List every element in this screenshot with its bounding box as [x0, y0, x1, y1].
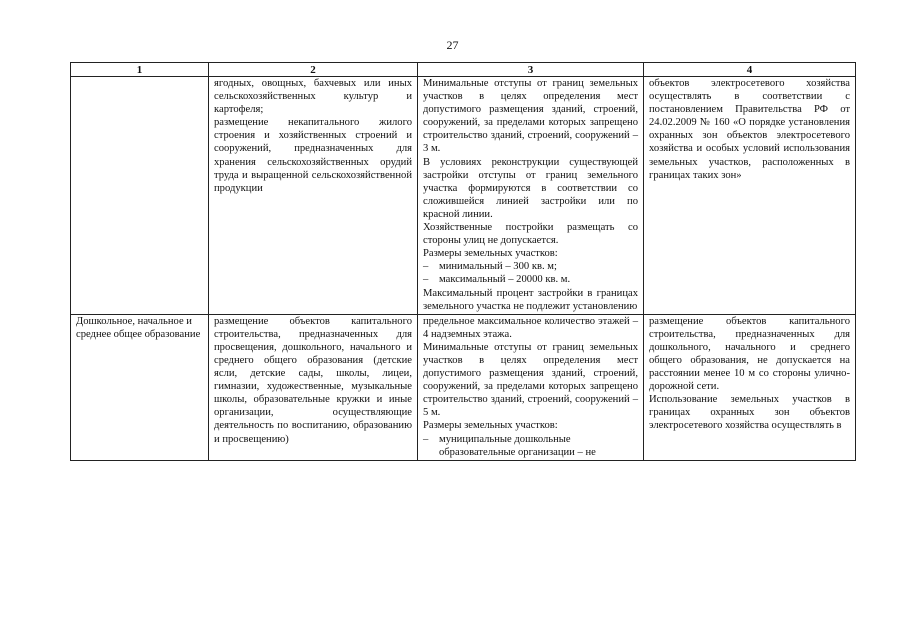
row1-parameters [418, 77, 644, 315]
row1-description-text-2: размещение некапитального жилого строения и хозяйственных строений и сооружений, предназначенных для хранения сельскохозяйственных орудий труда и выращенной сельскохозяйственной продукции [214, 117, 412, 194]
row2-floors: предельное максимальное количество этажей – 4 надземных этажа. [423, 315, 638, 340]
row1-use-type [71, 77, 209, 315]
column-header-3: 3 [418, 63, 644, 77]
row1-plot-sizes-label: Размеры земельных участков: [423, 248, 558, 260]
row2-plot-size-preschool: – муниципальные дошкольные образовательные организации – не [423, 433, 596, 458]
row2-description: размещение объектов капитального строительства, предназначенных для просвещения, дошкольного, начального и среднего общего образования (детские ясли, детские сады, школы, лицеи, гимназии, художественные, музыкальные школы, образовательные кружки и иные организации, осуществляющие деятельность по воспитанию, образованию и просвещению) [209, 314, 418, 460]
row2-plot-size-preschool-text: муниципальные дошкольные образовательные организации – не [439, 433, 596, 458]
row2-use-type: Дошкольное, начальное и среднее общее образование [71, 314, 209, 460]
row1-plot-size-min: – минимальный – 300 кв. м; [423, 261, 557, 273]
row1-description-text-1: ягодных, овощных, бахчевых или иных сельскохозяйственных культур и картофеля; [214, 78, 412, 116]
row1-plot-size-max-text: максимальный – 20000 кв. м. [439, 274, 571, 286]
row1-outbuildings: Хозяйственные постройки размещать со стороны улиц не допускается. [423, 222, 638, 247]
table-row [71, 314, 856, 460]
row2-restriction-distance: размещение объектов капитального строительства, предназначенных для дошкольного, начального и среднего общего образования, не допускается на расстоянии менее 10 м со стороны улично-дорожной сети. [649, 315, 850, 393]
row1-coverage: Максимальный процент застройки в границах земельного участка не подлежит установлению [423, 287, 638, 312]
table-row [71, 77, 856, 315]
row1-restrictions: объектов электросетевого хозяйства осуществлять в соответствии с постановлением Правительства РФ от 24.02.2009 № 160 «О порядке установления охранных зон объектов электросетевого хозяйства и особых условий использования земельных участков, расположенных в границах таких зон» [644, 77, 856, 315]
row1-description [209, 77, 418, 315]
row1-plot-size-max: – максимальный – 20000 кв. м. [423, 274, 571, 286]
column-header-2: 2 [209, 63, 418, 77]
row1-reconstruction: В условиях реконструкции существующей застройки отступы от границ земельного участка формируются в соответствии со сложившейся линией застройки или по красной линии. [423, 156, 638, 220]
row2-restrictions [644, 314, 856, 460]
row1-setbacks: Минимальные отступы от границ земельных участков в целях определения мест допустимого размещения зданий, строений, сооружений, за пределами которых запрещено строительство зданий, строений, сооружений – 3 м. [423, 78, 638, 155]
row2-parameters [418, 314, 644, 460]
row2-setbacks: Минимальные отступы от границ земельных участков в целях определения мест допустимого размещения зданий, строений, сооружений, за пределами которых запрещено строительство зданий, строений, сооружений – 5 м. [423, 341, 638, 419]
regulations-table [70, 62, 856, 461]
row2-plot-sizes-label: Размеры земельных участков: [423, 420, 558, 432]
row1-plot-size-min-text: минимальный – 300 кв. м; [439, 261, 557, 273]
page-number: 27 [446, 38, 459, 52]
column-header-4: 4 [644, 63, 856, 77]
row2-restriction-zones: Использование земельных участков в границах охранных зон объектов электросетевого хозяйства осуществлять в [649, 394, 850, 432]
column-header-1: 1 [71, 63, 209, 77]
header-row [71, 63, 856, 77]
